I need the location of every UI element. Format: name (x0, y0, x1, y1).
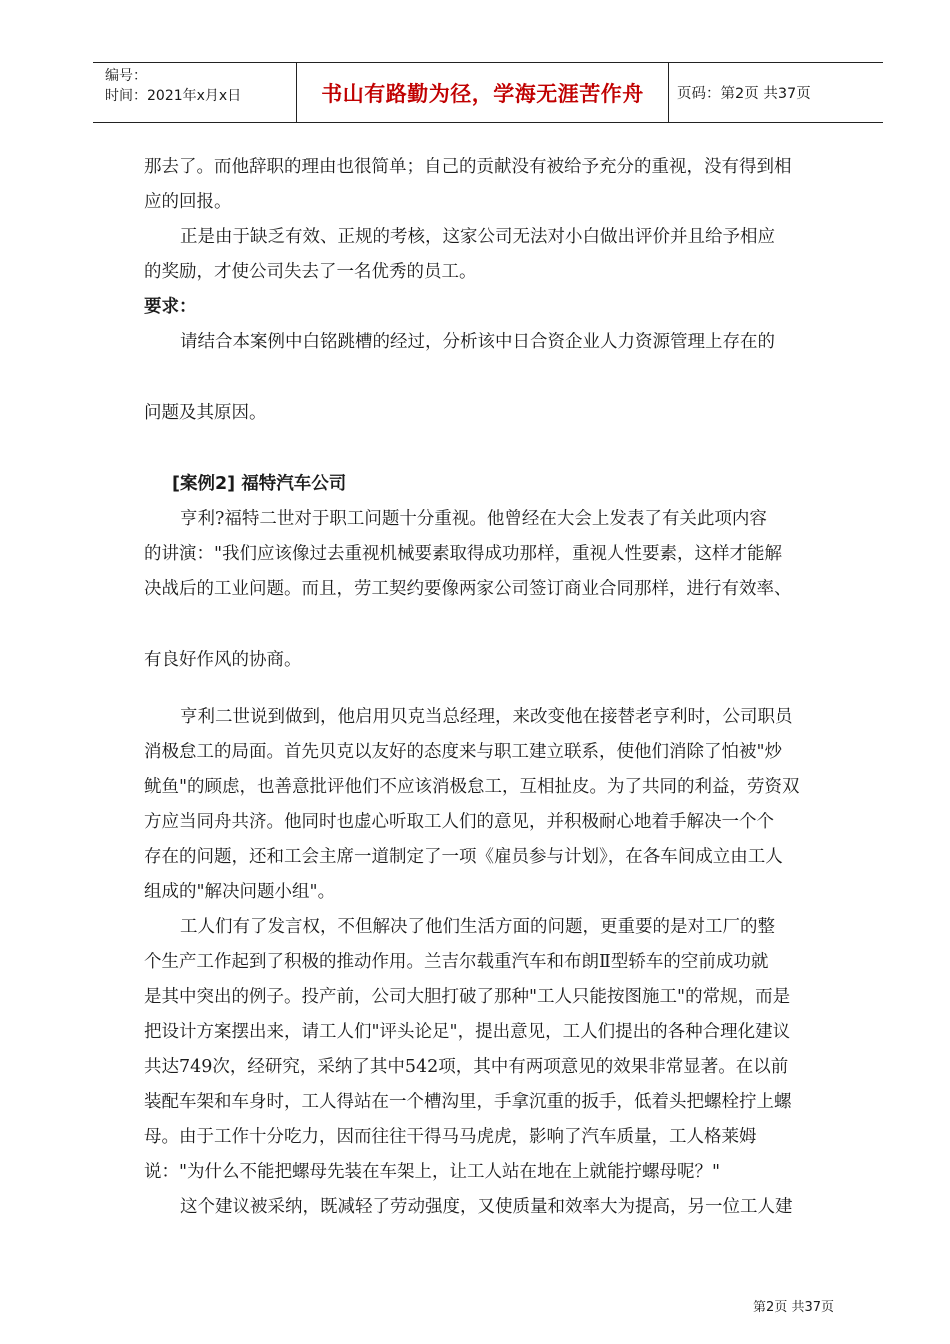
paragraph-line: 决战后的工业问题。而且，劳工契约要像两家公司签订商业合同那样，进行有效率、 (144, 579, 792, 599)
paragraph-line: 是其中突出的例子。投产前，公司大胆打破了那种"工人只能按图施工"的常规，而是 (144, 987, 791, 1007)
paragraph-line: 这个建议被采纳，既减轻了劳动强度，又使质量和效率大为提高，另一位工人建 (180, 1197, 793, 1217)
paragraph-line: 共达749次，经研究，采纳了其中542项，其中有两项意见的效果非常显著。在以前 (144, 1057, 789, 1077)
paragraph-line: 说："为什么不能把螺母先装在车架上，让工人站在地在上就能拧螺母呢？" (144, 1162, 721, 1182)
paragraph-line: 亨利二世说到做到，他启用贝克当总经理，来改变他在接替老亨利时，公司职员 (180, 707, 793, 727)
header-page-number: 页码：第2页 共37页 (677, 86, 811, 102)
header-meta (93, 63, 297, 122)
time-label: 时间：2021年x月x日 (105, 88, 242, 104)
paragraph-line: 个生产工作起到了积极的推动作用。兰吉尔载重汽车和布朗Ⅱ型轿车的空前成功就 (144, 952, 769, 972)
paragraph-line: 有良好作风的协商。 (144, 650, 302, 670)
paragraph-line: 母。由于工作十分吃力，因而往往干得马马虎虎，影响了汽车质量，工人格莱姆 (144, 1127, 757, 1147)
paragraph-line: 把设计方案摆出来，请工人们"评头论足"，提出意见，工人们提出的各种合理化建议 (144, 1022, 791, 1042)
paragraph-line: 问题及其原因。 (144, 403, 267, 423)
number-label: 编号： (105, 68, 147, 84)
paragraph-line: 鱿鱼"的顾虑，也善意批评他们不应该消极怠工，互相扯皮。为了共同的利益，劳资双 (144, 777, 800, 797)
paragraph-line: 正是由于缺乏有效、正规的考核，这家公司无法对小白做出评价并且给予相应 (180, 227, 775, 247)
paragraph-line: 消极怠工的局面。首先贝克以友好的态度来与职工建立联系，使他们消除了怕被"炒 (144, 742, 783, 762)
paragraph-line: 的讲演："我们应该像过去重视机械要素取得成功那样，重视人性要素，这样才能解 (144, 544, 783, 564)
paragraph-line: 的奖励，才使公司失去了一名优秀的员工。 (144, 262, 477, 282)
case-title: [案例2] 福特汽车公司 (172, 474, 347, 494)
paragraph-line: 亨利?福特二世对于职工问题十分重视。他曾经在大会上发表了有关此项内容 (180, 509, 767, 529)
paragraph-line: 存在的问题，还和工会主席一道制定了一项《雇员参与计划》，在各车间成立由工人 (144, 847, 783, 867)
paragraph-line: 应的回报。 (144, 192, 232, 212)
page-header (93, 62, 883, 123)
section-heading-requirements: 要求： (144, 297, 197, 317)
paragraph-line: 请结合本案例中白铭跳槽的经过，分析该中日合资企业人力资源管理上存在的 (180, 332, 775, 352)
paragraph-line: 装配车架和车身时，工人得站在一个槽沟里，手拿沉重的扳手，低着头把螺栓拧上螺 (144, 1092, 792, 1112)
paragraph-line: 方应当同舟共济。他同时也虚心听取工人们的意见，并积极耐心地着手解决一个个 (144, 812, 774, 832)
paragraph-line: 工人们有了发言权，不但解决了他们生活方面的问题，更重要的是对工厂的整 (180, 917, 775, 937)
paragraph-line: 组成的"解决问题小组"。 (144, 882, 336, 902)
page-footer: 第2页 共37页 (753, 1300, 834, 1315)
header-motto: 书山有路勤为径，学海无涯苦作舟 (297, 63, 669, 122)
paragraph-line: 那去了。而他辞职的理由也很简单；自己的贡献没有被给予充分的重视，没有得到相 (144, 157, 792, 177)
document-body (144, 150, 834, 1225)
